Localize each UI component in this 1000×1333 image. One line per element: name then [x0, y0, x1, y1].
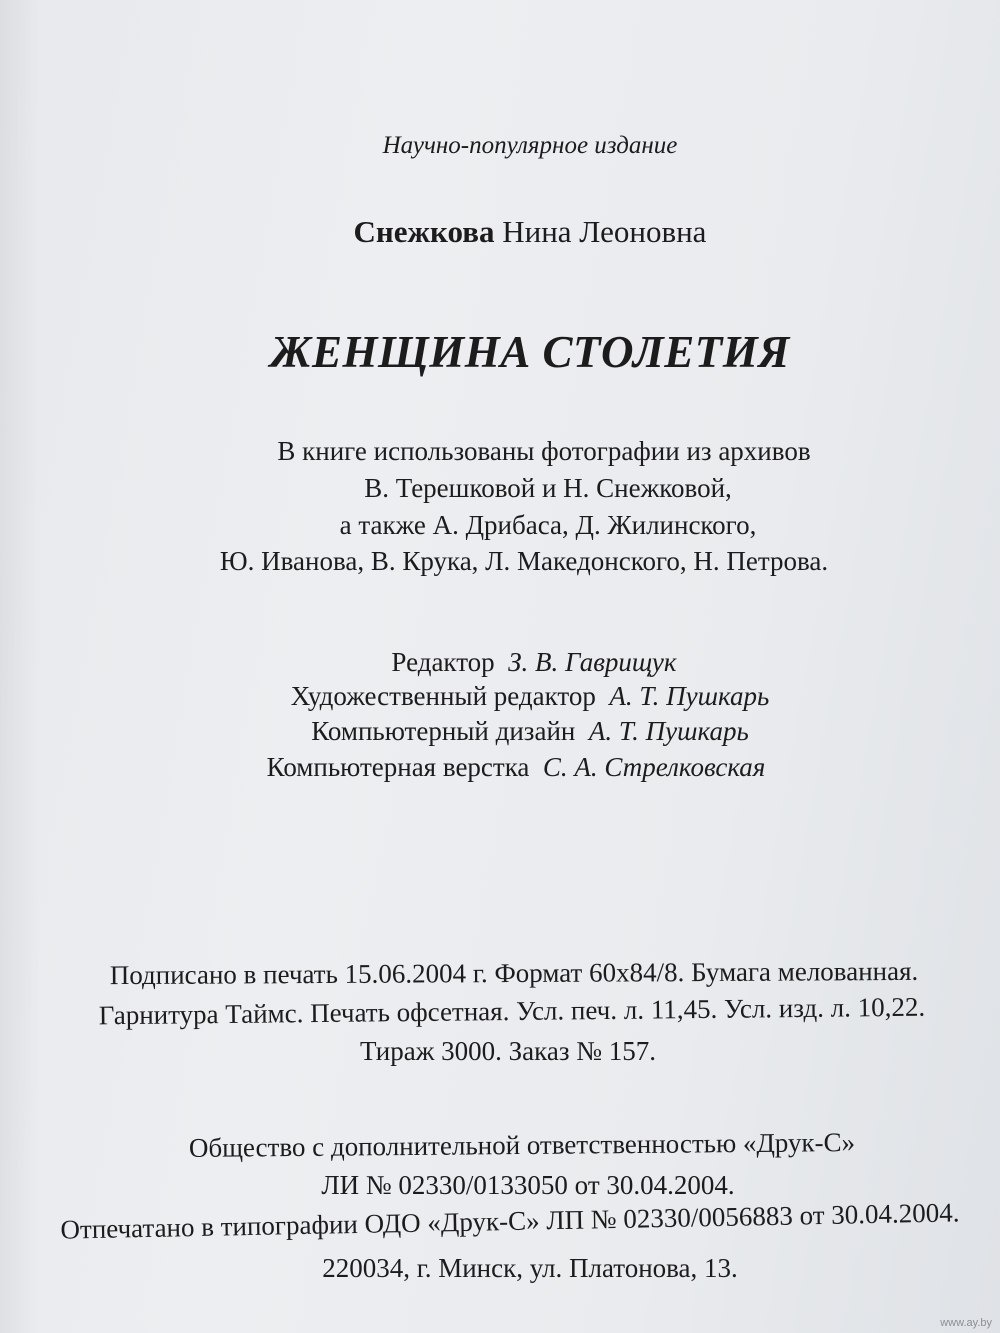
watermark: www.ay.by — [940, 1317, 992, 1329]
printing-info-line: Тираж 3000. Заказ № 157. — [359, 1036, 657, 1066]
credit-name: С. А. Стрелковская — [542, 752, 766, 782]
credit-name: З. В. Гаврищук — [508, 647, 677, 677]
credit-design — [30, 716, 1000, 747]
book-title: ЖЕНЩИНА СТОЛЕТИЯ — [270, 327, 790, 377]
credit-layout — [16, 752, 1000, 783]
author-surname: Снежкова — [353, 214, 495, 249]
genre-label: Научно-популярное издание — [382, 132, 678, 159]
credit-role: Компьютерная верстка — [266, 752, 530, 782]
publisher-info-line: 220034, г. Минск, ул. Платонова, 13. — [322, 1253, 738, 1283]
publisher-info-line: Общество с дополнительной ответственностью «Друк-С» — [188, 1127, 856, 1163]
credit-name: А. Т. Пушкарь — [588, 716, 749, 746]
credit-name: А. Т. Пушкарь — [609, 681, 770, 711]
credit-editor — [34, 647, 1000, 678]
credit-art-editor — [30, 681, 1000, 712]
publisher-info-line: Отпечатано в типографии ОДО «Друк-С» ЛП № 02330/0056883 от 30.04.2004. — [60, 1197, 960, 1245]
author-given-names: Нина Леоновна — [502, 214, 707, 249]
publisher-info-line: ЛИ № 02330/0133050 от 30.04.2004. — [321, 1170, 735, 1200]
photo-credit-line: Ю. Иванова, В. Крука, Л. Македонского, Н. Петрова. — [219, 546, 829, 576]
printing-info-line: Подписано в печать 15.06.2004 г. Формат 60х84/8. Бумага мелованная. — [109, 955, 919, 991]
photo-credit-line: В. Терешковой и Н. Снежковой, — [364, 473, 732, 503]
credit-role: Компьютерный дизайн — [311, 716, 576, 746]
printing-info-line: Гарнитура Таймс. Печать офсетная. Усл. печ. л. 11,45. Усл. изд. л. 10,22. — [98, 991, 926, 1031]
credit-role: Редактор — [391, 647, 495, 677]
photo-credit-line: В книге использованы фотографии из архивов — [277, 436, 811, 466]
author-line — [30, 214, 1000, 250]
credit-role: Художественный редактор — [290, 681, 596, 711]
photo-credit-line: а также А. Дрибаса, Д. Жилинского, — [339, 510, 757, 540]
